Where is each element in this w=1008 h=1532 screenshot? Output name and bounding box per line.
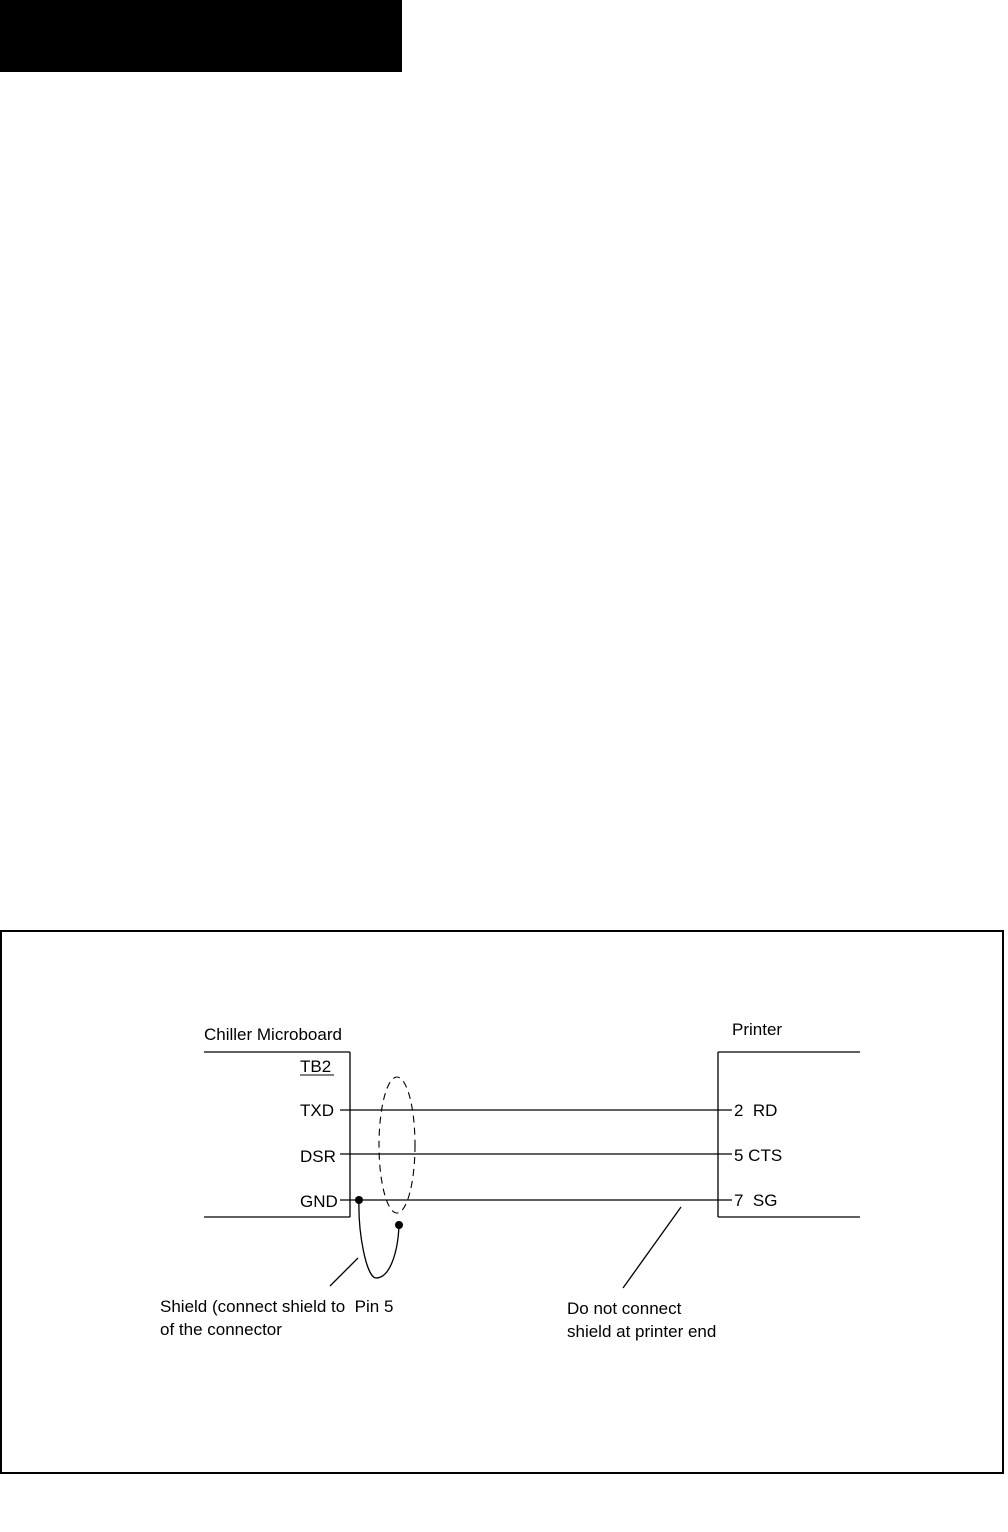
gnd-junction-dot	[355, 1196, 363, 1204]
shield-note-line1: Shield (connect shield to Pin 5	[160, 1297, 394, 1316]
shield-junction-dot	[395, 1221, 403, 1229]
cable-shield-dashed-ellipse	[379, 1077, 415, 1213]
terminal-label-tb2: TB2	[300, 1057, 332, 1076]
pin-label-rd: 2 RD	[734, 1101, 778, 1120]
shield-note-line2: of the connector	[160, 1320, 282, 1339]
pin-label-txd: TXD	[300, 1101, 334, 1120]
printer-note-line2: shield at printer end	[567, 1322, 717, 1341]
printer-note-line1: Do not connect	[567, 1299, 682, 1318]
printer-title: Printer	[732, 1020, 783, 1039]
chiller-microboard-title: Chiller Microboard	[204, 1025, 342, 1044]
pin-label-gnd: GND	[300, 1192, 338, 1211]
header-black-bar	[0, 0, 402, 72]
wiring-diagram	[2, 932, 1002, 1472]
pin-label-cts: 5 CTS	[734, 1146, 783, 1165]
pin-label-sg: 7 SG	[734, 1191, 778, 1210]
pin-label-dsr: DSR	[300, 1147, 336, 1166]
shield-leader-line	[330, 1258, 358, 1286]
wiring-diagram-frame	[0, 930, 1004, 1474]
printer-end-leader-line	[623, 1207, 681, 1288]
